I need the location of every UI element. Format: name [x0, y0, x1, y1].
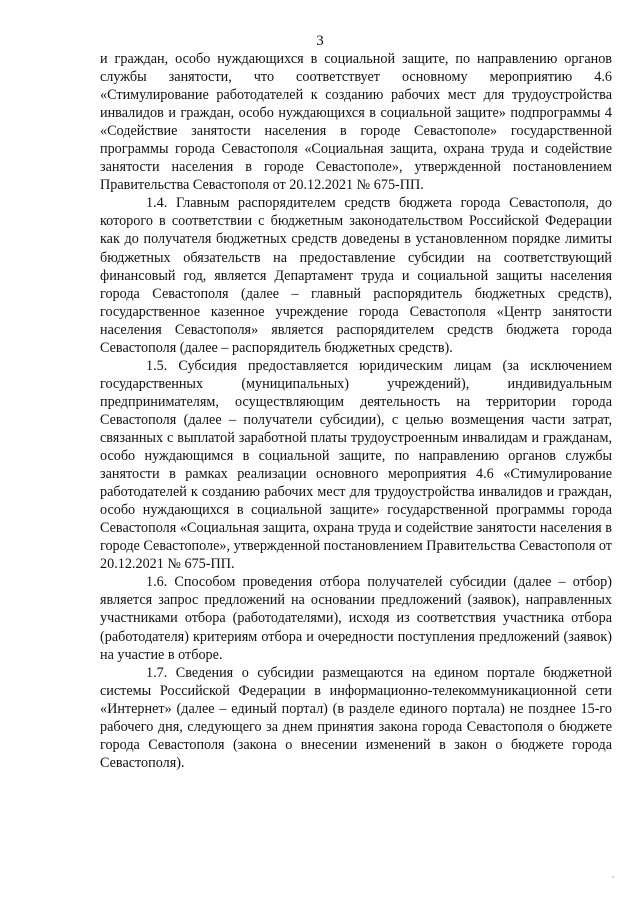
document-body — [100, 50, 612, 772]
scan-speck — [612, 876, 614, 878]
paragraph-1-4: 1.4. Главным распорядителем средств бюджета города Севастополя, до которого в соответствии с бюджетным законодательством Российской Федерации как до получателя бюджетных средств доведены в установленном порядке лимиты бюджетных обязательств на предоставление субсидии на соответствующий финансовый год, является Департамент труда и социальной защиты населения города Севастополя (далее – главный распорядитель бюджетных средств), государственное казенное учреждение города Севастополя «Центр занятости населения Севастополя» является распорядителем средств бюджета города Севастополя (далее – распорядитель бюджетных средств). — [100, 195, 612, 356]
paragraph-1-5: 1.5. Субсидия предоставляется юридическим лицам (за исключением государственных (муниципальных) учреждений), индивидуальным предпринимателям, осуществляющим деятельность на территории города Севастополя (далее – получатели субсидии), с целью возмещения части затрат, связанных с выплатой заработной платы трудоустроенным инвалидам и гражданам, особо нуждающимся в социальной защите, по направлению органов службы занятости в рамках реализации основного мероприятия 4.6 «Стимулирование работодателей к созданию рабочих мест для трудоустройства инвалидов и граждан, особо нуждающихся в социальной защите» государственной программы города Севастополя «Социальная защита, охрана труда и содействие занятости населения в городе Севастополе», утвержденной постановлением Правительства Севастополя от 20.12.2021 № 675-ПП. — [100, 357, 612, 573]
paragraph-1-7: 1.7. Сведения о субсидии размещаются на едином портале бюджетной системы Российской Федерации в информационно-телекоммуникационной сети «Интернет» (далее – единый портал) (в разделе единого портала) не позднее 15-го рабочего дня, следующего за днем принятия закона города Севастополя о бюджете города Севастополя (закона о внесении изменений в закон о бюджете города Севастополя). — [100, 664, 612, 771]
page-number: 3 — [316, 33, 324, 49]
paragraph-continuation: и граждан, особо нуждающихся в социальной защите, по направлению органов службы занятости, что соответствует основному мероприятию 4.6 «Стимулирование работодателей к созданию рабочих мест для трудоустройства инвалидов и граждан, особо нуждающихся в социальной защите» подпрограммы 4 «Содействие занятости населения в городе Севастополе» государственной программы города Севастополя «Социальная защита, охрана труда и содействие занятости населения в городе Севастополе», утвержденной постановлением Правительства Севастополя от 20.12.2021 № 675-ПП. — [100, 51, 612, 194]
paragraph-1-6: 1.6. Способом проведения отбора получателей субсидии (далее – отбор) является запрос предложений на основании предложений (заявок), направленных участниками отбора (работодателями), исходя из соответствия участника отбора (работодателя) критериям отбора и очередности поступления предложений (заявок) на участие в отборе. — [100, 574, 612, 663]
